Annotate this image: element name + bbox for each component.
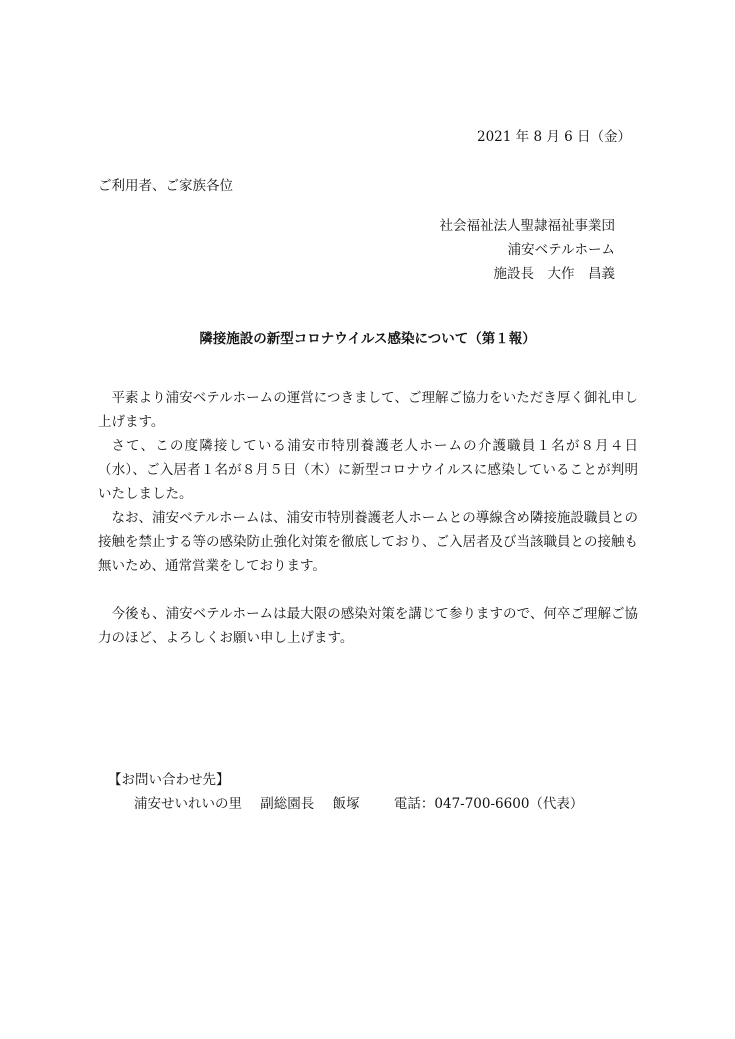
body-paragraph-2: さて、この度隣接している浦安市特別養護老人ホームの介護職員１名が８月４日（水）、ご入居者１名が８月５日（木）に新型コロナウイルスに感染していることが判明いたしました。 — [98, 438, 638, 502]
sender-organization: 社会福祉法人聖隷福祉事業団 — [439, 218, 615, 234]
contact-heading: 【お問い合わせ先】 — [108, 772, 230, 788]
contact-role: 副総園長 — [260, 796, 315, 812]
sender-director: 施設長 大作 昌義 — [493, 266, 615, 282]
document-body — [98, 386, 638, 650]
body-paragraph-3: なお、浦安ベテルホームは、浦安市特別養護老人ホームとの導線含め隣接施設職員との接触を禁止する等の感染防止強化対策を徹底しており、ご入居者及び当該職員との接触も無いため、通常営業をしております。 — [98, 510, 638, 574]
contact-line — [134, 792, 583, 812]
contact-name: 飯塚 — [332, 796, 360, 812]
sender-facility: 浦安ベテルホーム — [507, 242, 615, 258]
contact-organization: 浦安せいれいの里 — [134, 796, 242, 812]
addressee: ご利用者、ご家族各位 — [98, 178, 233, 194]
body-paragraph-4: 今後も、浦安ベテルホームは最大限の感染対策を講じて参りますので、何卒ご理解ご協力のほど、よろしくお願い申し上げます。 — [98, 606, 638, 646]
sender-block — [440, 214, 616, 286]
contact-phone: 電話：047-700-6600（代表） — [393, 796, 584, 812]
body-paragraph-1: 平素より浦安ベテルホームの運営につきまして、ご理解ご協力をいただき厚く御礼申し上げます。 — [98, 390, 638, 430]
document-title: 隣接施設の新型コロナウイルス感染について（第１報） — [199, 331, 536, 347]
document-date: 2021 年 8 月 6 日（金） — [477, 129, 631, 145]
